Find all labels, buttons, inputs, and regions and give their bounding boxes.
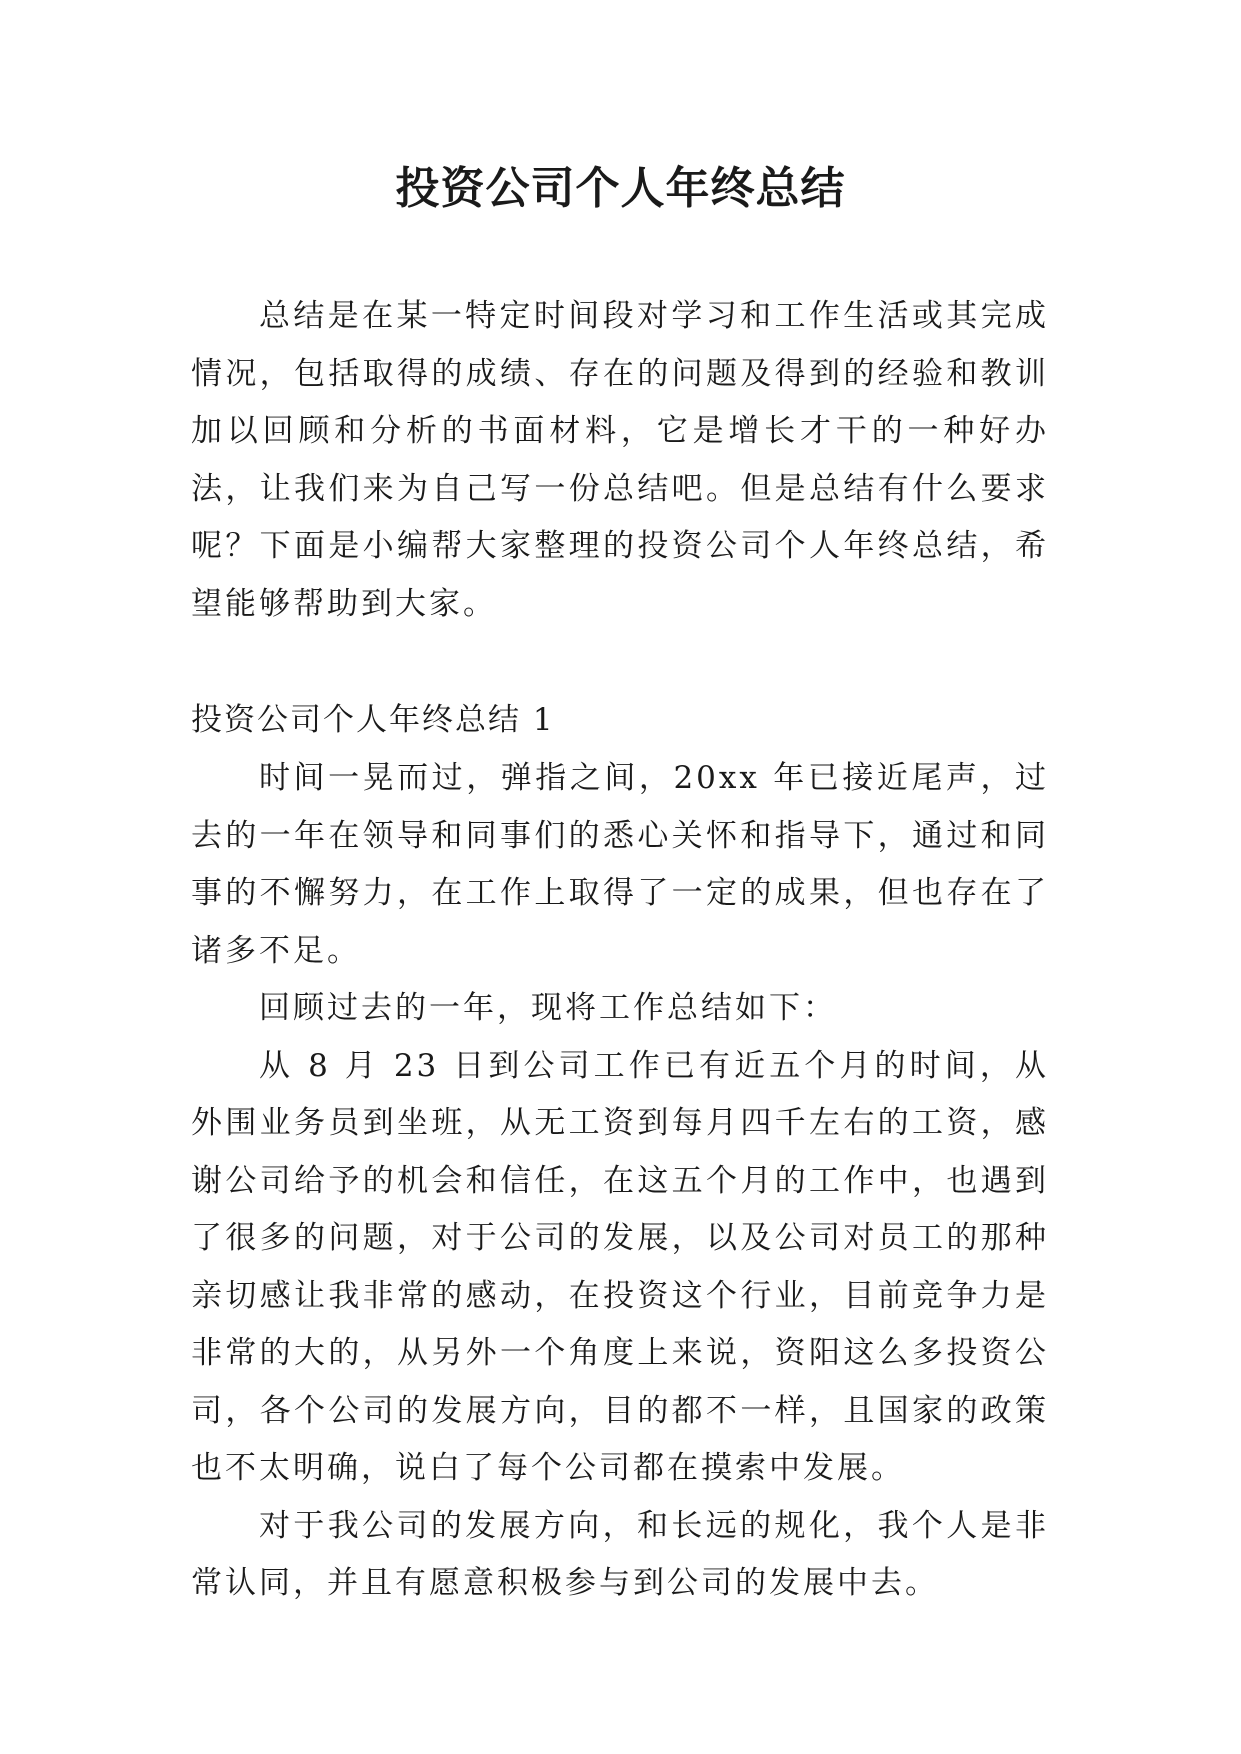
document-title: 投资公司个人年终总结 (395, 163, 846, 214)
body-paragraph-3: 从 8 月 23 日到公司工作已有近五个月的时间，从外围业务员到坐班，从无工资到每月四千左右的工资，感谢公司给予的机会和信任，在这五个月的工作中，也遇到了很多的问题，对于公司的发展，以及公司对员工的那种亲切感让我非常的感动，在投资这个行业，目前竞争力是非常的大的，从另外一个角度上来说，资阳这么多投资公司，各个公司的发展方向，目的都不一样，且国家的政策也不太明确，说白了每个公司都在摸索中发展。 (191, 1047, 1049, 1486)
paragraph-spacer (191, 633, 1049, 691)
body-paragraph-2: 回顾过去的一年，现将工作总结如下： (259, 990, 837, 1026)
body-paragraph-1: 时间一晃而过，弹指之间，20xx 年已接近尾声，过去的一年在领导和同事们的悉心关怀和指导下，通过和同事的不懈努力，在工作上取得了一定的成果，但也存在了诸多不足。 (191, 760, 1049, 969)
body-paragraph-4: 对于我公司的发展方向，和长远的规化，我个人是非常认同，并且有愿意积极参与到公司的发展中去。 (191, 1507, 1049, 1601)
section-heading: 投资公司个人年终总结 1 (191, 702, 555, 738)
intro-paragraph: 总结是在某一特定时间段对学习和工作生活或其完成情况，包括取得的成绩、存在的问题及得到的经验和教训加以回顾和分析的书面材料，它是增长才干的一种好办法，让我们来为自己写一份总结吧。但是总结有什么要求呢？下面是小编帮大家整理的投资公司个人年终总结，希望能够帮助到大家。 (191, 298, 1049, 622)
document-body (191, 288, 1049, 1613)
